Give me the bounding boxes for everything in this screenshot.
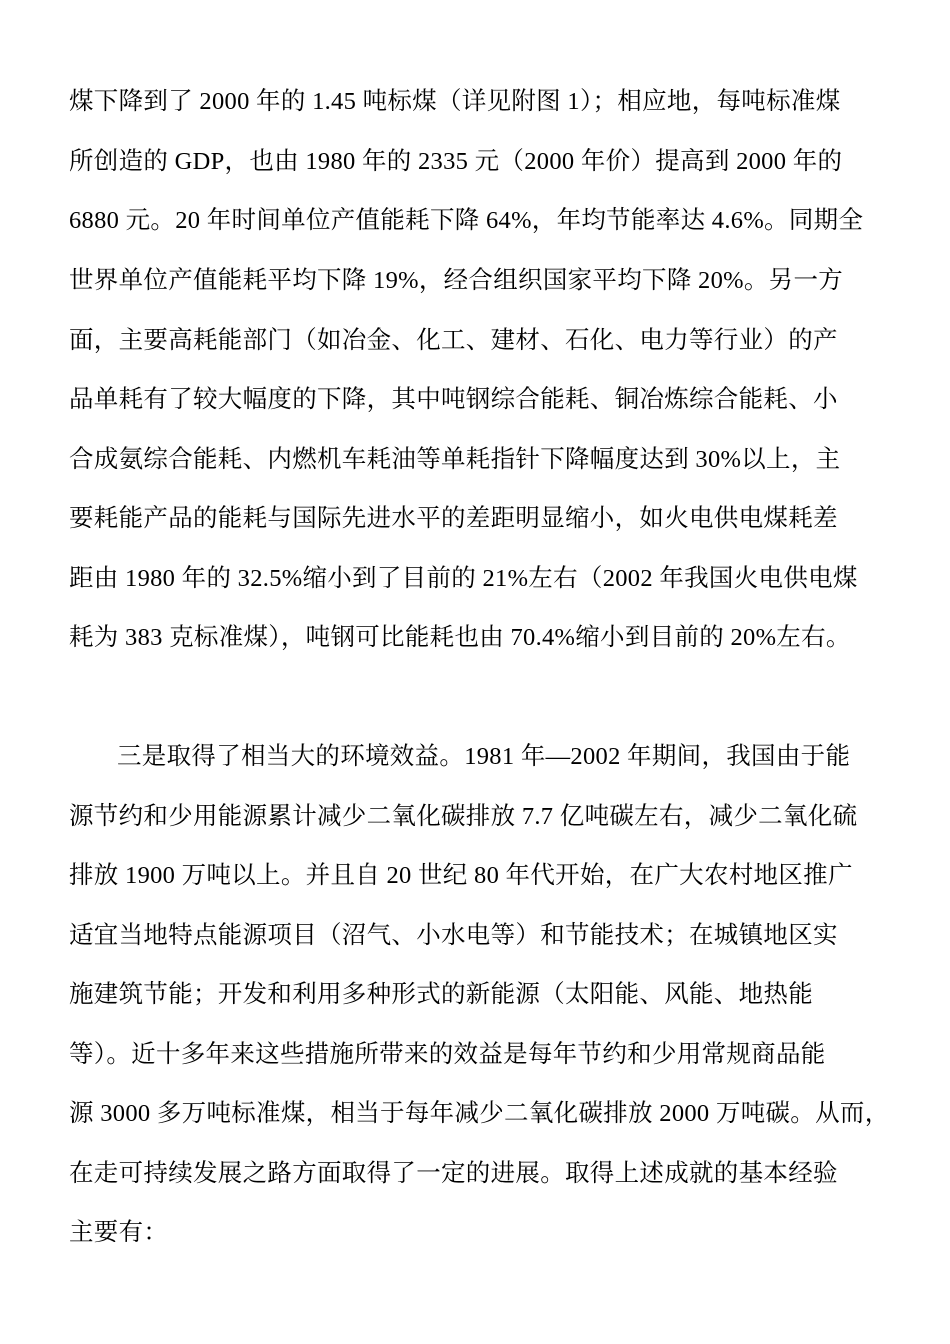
text-line: 煤下降到了 2000 年的 1.45 吨标煤（详见附图 1）；相应地，每吨标准煤 (69, 88, 841, 115)
text-line: 距由 1980 年的 32.5%缩小到了目前的 21%左右（2002 年我国火电供电煤 (69, 565, 858, 592)
text-line: 排放 1900 万吨以上。并且自 20 世纪 80 年代开始，在广大农村地区推广 (69, 862, 853, 889)
text-line: 品单耗有了较大幅度的下降，其中吨钢综合能耗、铜冶炼综合能耗、小 (69, 386, 838, 413)
text-line: 在走可持续发展之路方面取得了一定的进展。取得上述成就的基本经验 (69, 1160, 838, 1187)
text-line: 三是取得了相当大的环境效益。1981 年—2002 年期间，我国由于能 (117, 743, 851, 770)
text-line: 源节约和少用能源累计减少二氧化碳排放 7.7 亿吨碳左右，减少二氧化硫 (69, 803, 858, 830)
text-line: 施建筑节能；开发和利用多种形式的新能源（太阳能、风能、地热能 (69, 981, 813, 1008)
text-line: 适宜当地特点能源项目（沼气、小水电等）和节能技术；在城镇地区实 (69, 922, 838, 949)
text-line: 等）。近十多年来这些措施所带来的效益是每年节约和少用常规商品能 (69, 1041, 826, 1068)
text-line: 合成氨综合能耗、内燃机车耗油等单耗指针下降幅度达到 30%以上，主 (69, 446, 841, 473)
text-line: 主要有： (69, 1219, 169, 1246)
text-line: 要耗能产品的能耗与国际先进水平的差距明显缩小，如火电供电煤耗差 (69, 505, 838, 532)
text-line: 面，主要高耗能部门（如冶金、化工、建材、石化、电力等行业）的产 (69, 327, 838, 354)
text-line: 耗为 383 克标准煤），吨钢可比能耗也由 70.4%缩小到目前的 20%左右。 (69, 624, 851, 651)
text-line: 所创造的 GDP，也由 1980 年的 2335 元（2000 年价）提高到 2000 年的 (69, 148, 843, 175)
text-line: 世界单位产值能耗平均下降 19%，经合组织国家平均下降 20%。另一方 (69, 267, 844, 294)
text-line: 6880 元。20 年时间单位产值能耗下降 64%，年均节能率达 4.6%。同期全 (69, 207, 864, 234)
text-line: 源 3000 多万吨标准煤，相当于每年减少二氧化碳排放 2000 万吨碳。从而， (69, 1100, 890, 1127)
